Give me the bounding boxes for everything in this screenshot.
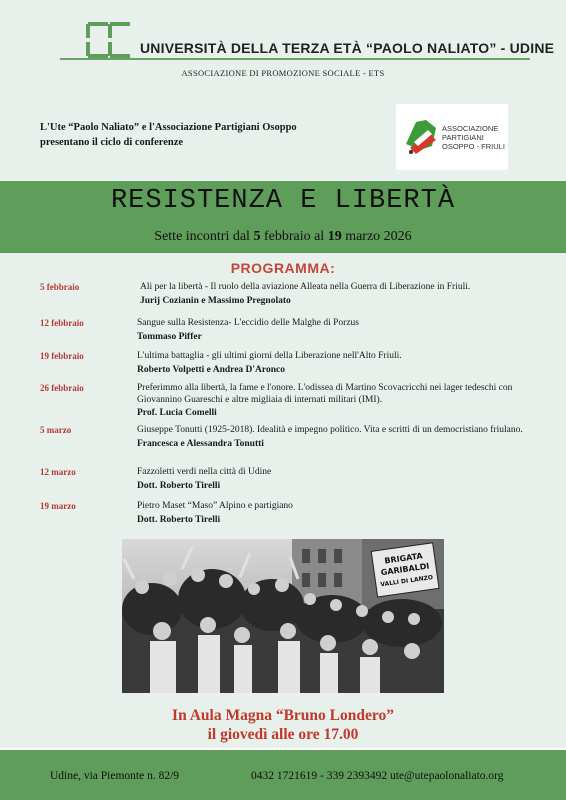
end-day: 19 [327,229,342,244]
event-speaker: Dott. Roberto Tirelli [137,514,221,525]
subtitle-middle: febbraio al [260,229,328,244]
partner-name [442,124,508,151]
sign-line-1: BRIGATA [383,551,424,566]
event-description [137,282,527,307]
event-date: 19 marzo [40,501,76,511]
partisans-photo [122,539,444,693]
partner-line-1: ASSOCIAZIONE [442,124,499,133]
event-title: Giuseppe Tonutti (1925-2018). Idealità e impegno politico. Vita e scritti di un democristiano friulano. [137,425,523,435]
partner-line-3: OSOPPO - FRIULI [442,142,505,151]
partner-line-2: PARTIGIANI [442,133,484,142]
footer-phone[interactable]: 0432 1721619 - 339 2393492 [251,770,388,782]
event-speaker: Prof. Lucia Comelli [137,408,217,418]
event-description [137,383,527,420]
event-date: 5 febbraio [40,282,80,292]
osoppo-emblem-icon [402,114,440,158]
subtitle-prefix: Sette incontri dal [154,229,254,244]
event-date: 5 marzo [40,425,72,435]
venue-line-2: il giovedì alle ore 17.00 [207,726,359,743]
event-description [137,425,527,450]
start-day: 5 [253,229,261,244]
event-title: Preferimmo alla libertà, la fame e l'onore. L'odissea di Martino Scovacricchi nei lager tedeschi con Giovannino Guareschi e altre migliaia di internati militari (IMI). [137,383,513,405]
event-speaker: Francesca e Alessandra Tonutti [137,438,264,449]
event-date: 12 febbraio [40,318,84,328]
subtitle-suffix: marzo 2026 [341,229,412,244]
event-title: L'ultima battaglia - gli ultimi giorni della Liberazione nell'Alto Friuli. [137,351,402,361]
footer-email[interactable]: ute@utepaolonaliato.org [390,770,504,782]
sign-line-2: GARIBALDI [380,561,430,578]
university-title: UNIVERSITÀ DELLA TERZA ETÀ “PAOLO NALIATO” - UDINE [140,40,555,56]
series-subtitle [0,229,566,245]
event-speaker: Jurij Cozianin e Massimo Pregnolato [140,295,291,306]
series-title: RESISTENZA E LIBERTÀ [110,186,456,216]
event-speaker: Roberto Volpetti e Andrea D'Aronco [137,364,285,375]
event-date: 26 febbraio [40,383,84,393]
association-subtitle: ASSOCIAZIONE DI PROMOZIONE SOCIALE - ETS [181,68,385,78]
event-title: Fazzoletti verdi nella città di Udine [137,467,272,477]
event-speaker: Dott. Roberto Tirelli [137,480,221,491]
event-description [137,467,527,492]
event-description [137,318,527,343]
event-description [137,351,527,376]
program-heading: PROGRAMMA: [230,260,336,276]
sign-line-3: VALLI DI LANZO [379,574,434,589]
event-speaker: Tommaso Piffer [137,331,202,342]
venue-line-1: In Aula Magna “Bruno Londero” [172,707,394,724]
event-title: Ali per la libertà - Il ruolo della aviazione Alleata nella Guerra di Liberazione in Friuli. [140,282,471,292]
intro-line-2: presentano il ciclo di conferenze [40,137,184,148]
intro-line-1: L'Ute “Paolo Naliato” e l'Associazione Partigiani Osoppo [40,122,297,133]
event-date: 12 marzo [40,467,76,477]
partner-logo [396,104,508,170]
venue-info [0,706,566,744]
event-title: Sangue sulla Resistenza- L'eccidio delle Malghe di Porzus [137,318,359,328]
header-divider [60,58,530,60]
footer-address: Udine, via Piemonte n. 82/9 [50,770,180,782]
event-title: Pietro Maset “Maso” Alpino e partigiano [137,501,293,511]
intro-text [40,120,360,150]
event-description [137,501,527,526]
event-date: 19 febbraio [40,351,84,361]
